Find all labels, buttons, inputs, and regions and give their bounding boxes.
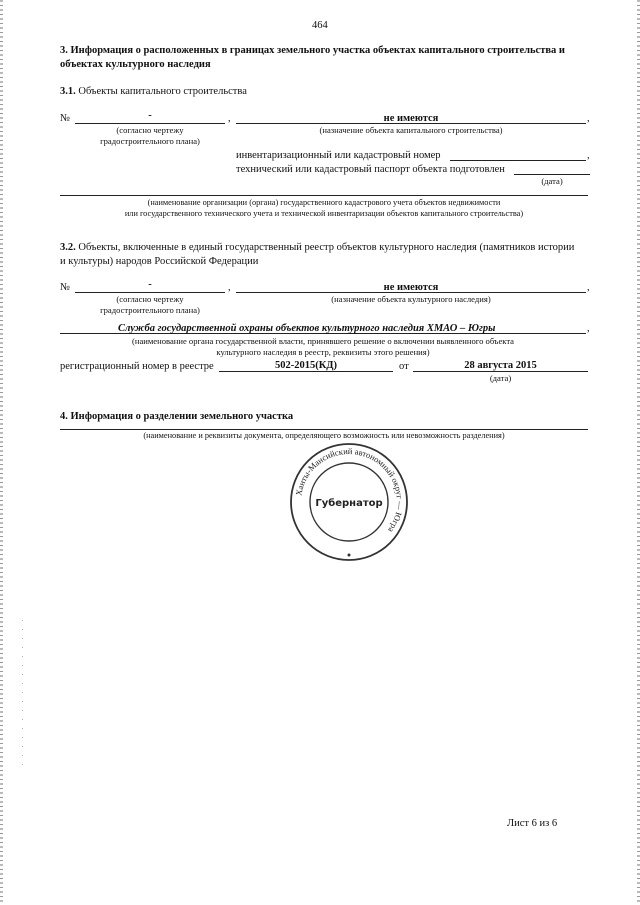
comma: ,	[587, 113, 590, 124]
purpose-field-value: не имеются	[383, 282, 439, 293]
number-field-value: -	[148, 110, 152, 121]
organization-field-line	[60, 195, 588, 196]
caption-organization-1: (наименование организации (органа) государственного кадастрового учета объектов недвижимости	[147, 198, 501, 207]
number-field-value: -	[148, 279, 152, 290]
caption-purpose: (назначение объекта культурного наследия)	[331, 294, 491, 304]
page-number: 464	[312, 20, 328, 31]
date-field-line	[413, 371, 588, 372]
stamp-ring-text: Ханты-Мансийский автономный округ — Югра	[293, 445, 406, 535]
subsection-number: 3.1.	[60, 86, 76, 97]
registration-number-value: 502-2015(КД)	[274, 360, 338, 371]
section3-heading: 3. Информация о расположенных в границах земельного участка объектах капитального строительства и	[60, 45, 565, 56]
subsection-title: Объекты капитального строительства	[78, 86, 247, 97]
inventory-label: инвентаризационный или кадастровый номер	[236, 150, 441, 161]
authority-field-value: Служба государственной охраны объектов культурного наследия ХМАО – Югры	[118, 323, 496, 334]
scan-edge-left	[0, 0, 3, 905]
caption-document: (наименование и реквизиты документа, определяющего возможность или невозможность разделения)	[143, 431, 505, 440]
comma: ,	[587, 282, 590, 293]
caption-number-1: (согласно чертежу	[116, 125, 184, 135]
from-label: от	[399, 361, 409, 372]
purpose-field-value: не имеются	[383, 113, 439, 124]
registration-label: регистрационный номер в реестре	[60, 361, 214, 372]
caption-authority-1: (наименование органа государственной власти, принявшего решение о включении выявленного объекта	[131, 336, 514, 346]
caption-date: (дата)	[541, 176, 563, 186]
section3-heading-line2: объектах культурного наследия	[60, 59, 211, 70]
subsection-3-2-title	[60, 242, 574, 253]
number-sign: №	[60, 113, 71, 124]
stamp-dot	[348, 554, 351, 557]
inventory-field-line	[450, 160, 586, 161]
passport-date-line	[514, 174, 590, 175]
number-field-line	[75, 292, 225, 293]
comma: ,	[228, 282, 231, 293]
subsection-3-1-title	[60, 86, 247, 97]
section4-document-line	[60, 429, 588, 430]
date-value: 28 августа 2015	[464, 360, 537, 371]
governor-stamp	[282, 440, 416, 564]
caption-purpose: (назначение объекта капитального строительства)	[319, 125, 503, 135]
passport-label: технический или кадастровый паспорт объекта подготовлен	[236, 164, 505, 175]
caption-number-2: градостроительного плана)	[100, 305, 200, 315]
sheet-counter: Лист 6 из 6	[507, 818, 558, 829]
caption-number-2: градостроительного плана)	[100, 136, 200, 146]
registration-field-line	[219, 371, 393, 372]
comma: ,	[587, 323, 590, 334]
comma: ,	[228, 113, 231, 124]
section4-heading: 4. Информация о разделении земельного участка	[60, 411, 294, 422]
number-sign: №	[60, 282, 71, 293]
scan-artifact	[22, 620, 23, 770]
stamp-center-text: Губернатор	[315, 498, 383, 509]
subsection-title: Объекты, включенные в единый государственный реестр объектов культурного наследия (памятников истории	[78, 242, 575, 253]
caption-number-1: (согласно чертежу	[116, 294, 184, 304]
comma: ,	[587, 150, 590, 161]
caption-date: (дата)	[489, 373, 512, 383]
subsection-3-2-title-line2: и культуры) народов Российской Федерации	[60, 256, 259, 267]
subsection-number: 3.2.	[60, 242, 76, 253]
caption-organization-2: или государственного технического учета и технической инвентаризации объектов капитального строительства)	[124, 209, 524, 218]
caption-authority-2: культурного наследия в реестр, реквизиты этого решения)	[216, 347, 430, 357]
number-field-line	[75, 123, 225, 124]
